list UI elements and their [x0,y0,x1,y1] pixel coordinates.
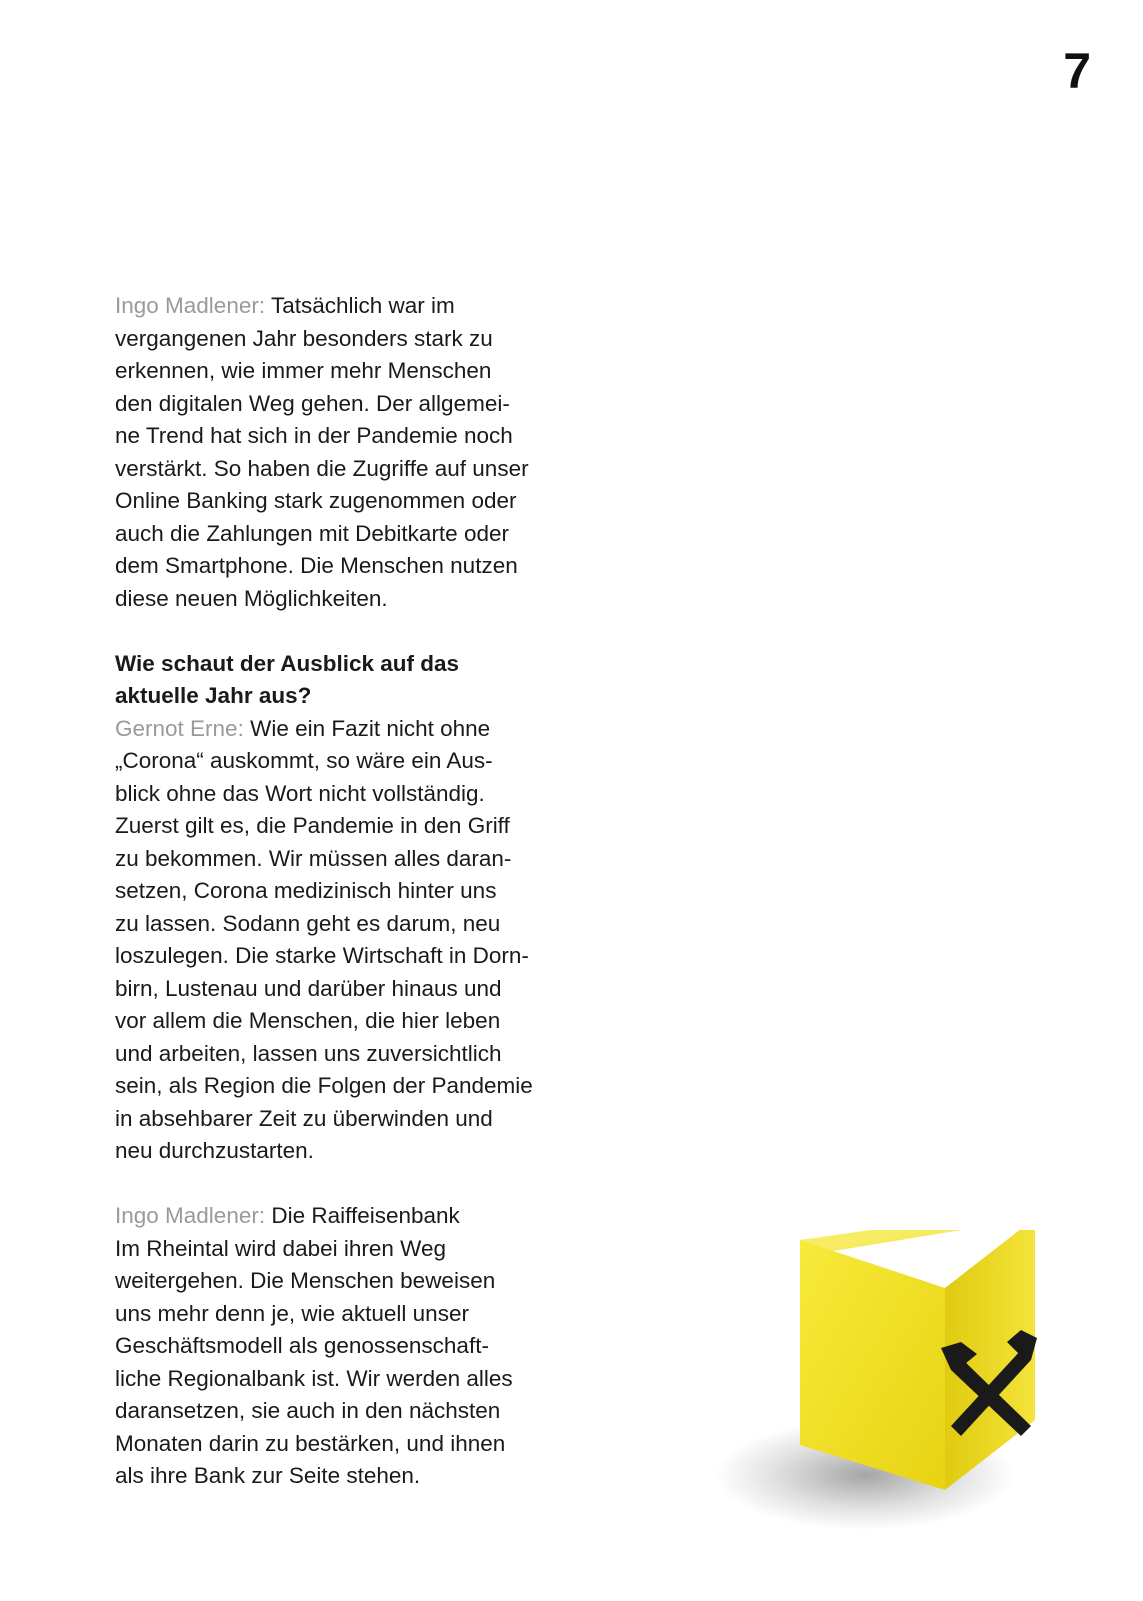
answer-text: Wie ein Fazit nicht ohne [243,715,491,741]
text-line: setzen, Corona medizinisch hinter uns [115,878,497,903]
text-line: den digitalen Weg gehen. Der allgemei- [115,390,510,416]
text-line: in absehbarer Zeit zu überwinden und [115,1105,493,1131]
text-line: ne Trend hat sich in der Pandemie noch [115,423,513,448]
answer-text: Die Raiffeisenbank [265,1203,460,1228]
raiffeisen-cube-logo [715,1230,1075,1550]
text-line: liche Regionalbank ist. Wir werden alles [115,1365,513,1391]
text-line: „Corona“ auskommt, so wäre ein Aus- [115,748,493,773]
text-line: dem Smartphone. Die Menschen nutzen [115,553,518,578]
text-line: erkennen, wie immer mehr Menschen [115,358,492,383]
text-line: uns mehr denn je, wie aktuell unser [115,1300,469,1326]
text-line: zu bekommen. Wir müssen alles daran- [115,845,512,871]
text-line: loszulegen. Die starke Wirtschaft in Dorn- [115,943,529,968]
text-line: Im Rheintal wird dabei ihren Weg [115,1235,446,1261]
text-line: Zuerst gilt es, die Pandemie in den Griff [115,813,510,838]
page-number: 7 [1063,43,1091,99]
text-line: diese neuen Möglichkeiten. [115,585,388,611]
text-line: verstärkt. So haben die Zugriffe auf unser [115,455,529,481]
text-line: Online Banking stark zugenommen oder [115,488,517,513]
text-line [115,713,595,746]
question-heading: Wie schaut der Ausblick auf das [115,650,460,676]
article-body [115,290,595,1525]
text-line: blick ohne das Wort nicht vollständig. [115,780,485,806]
text-line: Monaten darin zu bestärken, und ihnen [115,1430,506,1456]
text-line [115,1200,595,1233]
text-line: daransetzen, sie auch in den nächsten [115,1398,501,1423]
answer-text: Tatsächlich war im [265,293,455,318]
text-line: vergangenen Jahr besonders stark zu [115,325,493,351]
speaker-name: Ingo Madlener: [115,1203,266,1228]
text-line: neu durchzustarten. [115,1138,314,1163]
speaker-name: Ingo Madlener: [115,293,266,318]
text-line: sein, als Region die Folgen der Pandemie [115,1073,533,1098]
text-line [115,290,595,323]
speaker-name: Gernot Erne: [115,715,244,741]
text-line: Geschäftsmodell als genossenschaft- [115,1333,489,1358]
text-line: und arbeiten, lassen uns zuversichtlich [115,1040,502,1066]
text-line: auch die Zahlungen mit Debitkarte oder [115,520,509,546]
text-line: weitergehen. Die Menschen beweisen [115,1268,496,1293]
text-line: birn, Lustenau und darüber hinaus und [115,975,502,1001]
text-line: als ihre Bank zur Seite stehen. [115,1463,421,1488]
text-line: vor allem die Menschen, die hier leben [115,1008,501,1033]
answer-paragraph-2 [115,648,595,1168]
answer-paragraph-1 [115,290,595,615]
answer-paragraph-3 [115,1200,595,1493]
question-heading: aktuelle Jahr aus? [115,683,312,708]
text-line: zu lassen. Sodann geht es darum, neu [115,910,501,936]
